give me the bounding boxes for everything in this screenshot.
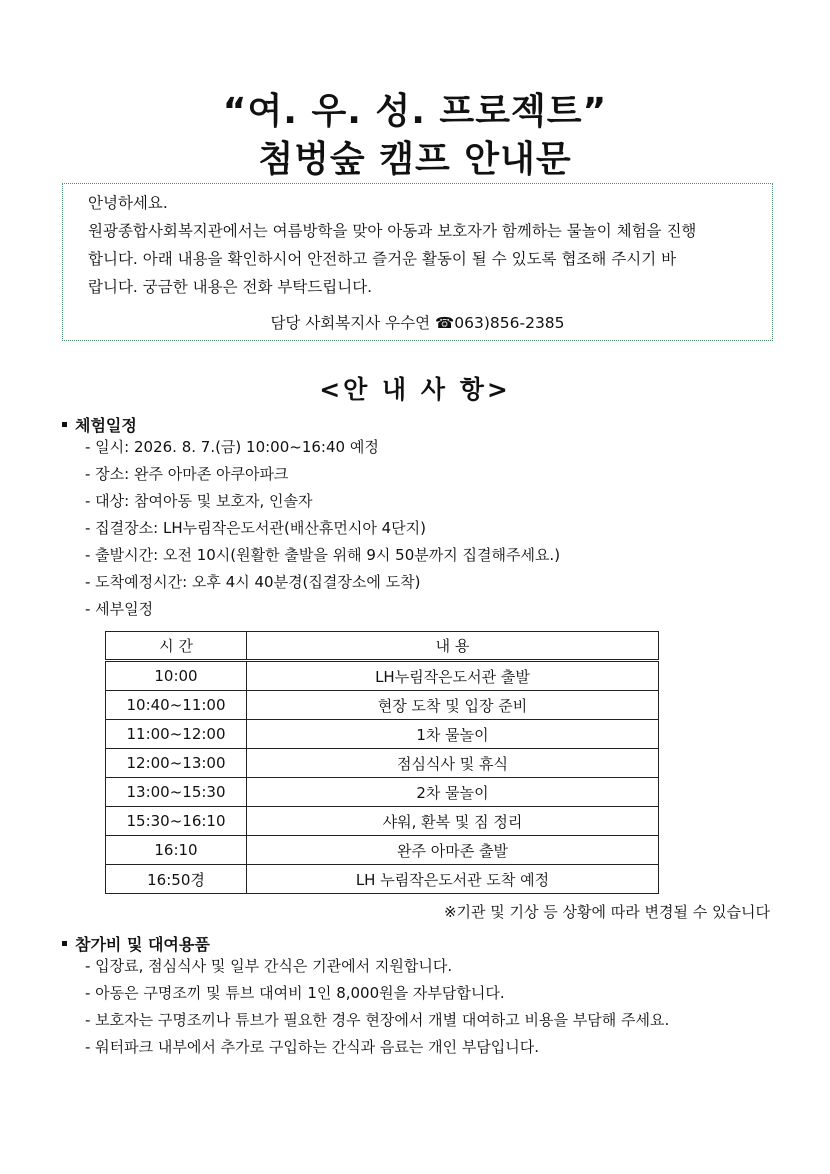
list-item: - 장소: 완주 아마존 아쿠아파크 bbox=[85, 465, 289, 483]
content-cell: 현장 도착 및 입장 준비 bbox=[247, 691, 659, 720]
content-cell: LH 누림작은도서관 도착 예정 bbox=[247, 865, 659, 894]
table-row bbox=[106, 836, 659, 865]
content-cell: LH누림작은도서관 출발 bbox=[247, 661, 659, 691]
table-row bbox=[106, 778, 659, 807]
list-item: - 워터파크 내부에서 추가로 구입하는 간식과 음료는 개인 부담입니다. bbox=[85, 1038, 540, 1056]
schedule-heading-text: 체험일정 bbox=[75, 416, 137, 435]
table-row bbox=[106, 807, 659, 836]
greeting-text: 안녕하세요. bbox=[88, 194, 168, 212]
contact-info: 담당 사회복지사 우수연 ☎063)856-2385 bbox=[270, 314, 565, 332]
square-bullet-icon bbox=[62, 422, 67, 427]
content-cell: 1차 물놀이 bbox=[247, 720, 659, 749]
content-cell: 점심식사 및 휴식 bbox=[247, 749, 659, 778]
header-time: 시 간 bbox=[106, 632, 247, 661]
content-cell: 2차 물놀이 bbox=[247, 778, 659, 807]
table-header-row bbox=[106, 632, 659, 661]
list-item: - 아동은 구명조끼 및 튜브 대여비 1인 8,000원을 자부담합니다. bbox=[85, 984, 505, 1002]
time-cell: 13:00~15:30 bbox=[106, 778, 247, 807]
fee-list bbox=[85, 953, 669, 1061]
table-note: ※기관 및 기상 등 상황에 따라 변경될 수 있습니다 bbox=[443, 903, 770, 921]
notice-body-line: 합니다. 아래 내용을 확인하시어 안전하고 즐거운 활동이 될 수 있도록 협조해 주시기 바 bbox=[88, 250, 677, 268]
notice-box bbox=[62, 183, 773, 341]
time-cell: 16:50경 bbox=[106, 865, 247, 894]
notice-body-line: 원광종합사회복지관에서는 여름방학을 맞아 아동과 보호자가 함께하는 물놀이 체험을 진행 bbox=[88, 222, 697, 240]
list-item: - 도착예정시간: 오후 4시 40분경(집결장소에 도착) bbox=[85, 573, 421, 591]
schedule-list bbox=[85, 434, 560, 623]
time-cell: 11:00~12:00 bbox=[106, 720, 247, 749]
list-item: - 세부일정 bbox=[85, 600, 154, 618]
table-row bbox=[106, 749, 659, 778]
fee-heading bbox=[62, 932, 210, 955]
title-line-1: “여. 우. 성. 프로젝트” bbox=[222, 91, 608, 132]
table-row bbox=[106, 720, 659, 749]
list-item: - 출발시간: 오전 10시(원활한 출발을 위해 9시 50분까지 집결해주세요.) bbox=[85, 546, 561, 564]
time-cell: 12:00~13:00 bbox=[106, 749, 247, 778]
table-row bbox=[106, 865, 659, 894]
content-cell: 완주 아마존 출발 bbox=[247, 836, 659, 865]
time-cell: 15:30~16:10 bbox=[106, 807, 247, 836]
list-item: - 보호자는 구명조끼나 튜브가 필요한 경우 현장에서 개별 대여하고 비용을 부담해 주세요. bbox=[85, 1011, 670, 1029]
notice-body bbox=[88, 217, 770, 301]
table-row bbox=[106, 691, 659, 720]
list-item: - 집결장소: LH누림작은도서관(배산휴먼시아 4단지) bbox=[85, 519, 426, 537]
schedule-table bbox=[105, 631, 659, 894]
notice-body-line: 랍니다. 궁금한 내용은 전화 부탁드립니다. bbox=[88, 278, 373, 296]
schedule-heading bbox=[62, 413, 137, 436]
header-content: 내 용 bbox=[247, 632, 659, 661]
section-title: <안 내 사 항> bbox=[319, 375, 511, 404]
content-cell: 샤워, 환복 및 짐 정리 bbox=[247, 807, 659, 836]
title-line-2: 첨벙숲 캠프 안내문 bbox=[258, 139, 572, 180]
time-cell: 16:10 bbox=[106, 836, 247, 865]
table-row bbox=[106, 661, 659, 691]
time-cell: 10:00 bbox=[106, 661, 247, 691]
list-item: - 대상: 참여아동 및 보호자, 인솔자 bbox=[85, 492, 313, 510]
square-bullet-icon bbox=[62, 941, 67, 946]
list-item: - 입장료, 점심식사 및 일부 간식은 기관에서 지원합니다. bbox=[85, 957, 453, 975]
time-cell: 10:40~11:00 bbox=[106, 691, 247, 720]
list-item: - 일시: 2026. 8. 7.(금) 10:00~16:40 예정 bbox=[85, 438, 379, 456]
fee-heading-text: 참가비 및 대여용품 bbox=[75, 935, 210, 954]
